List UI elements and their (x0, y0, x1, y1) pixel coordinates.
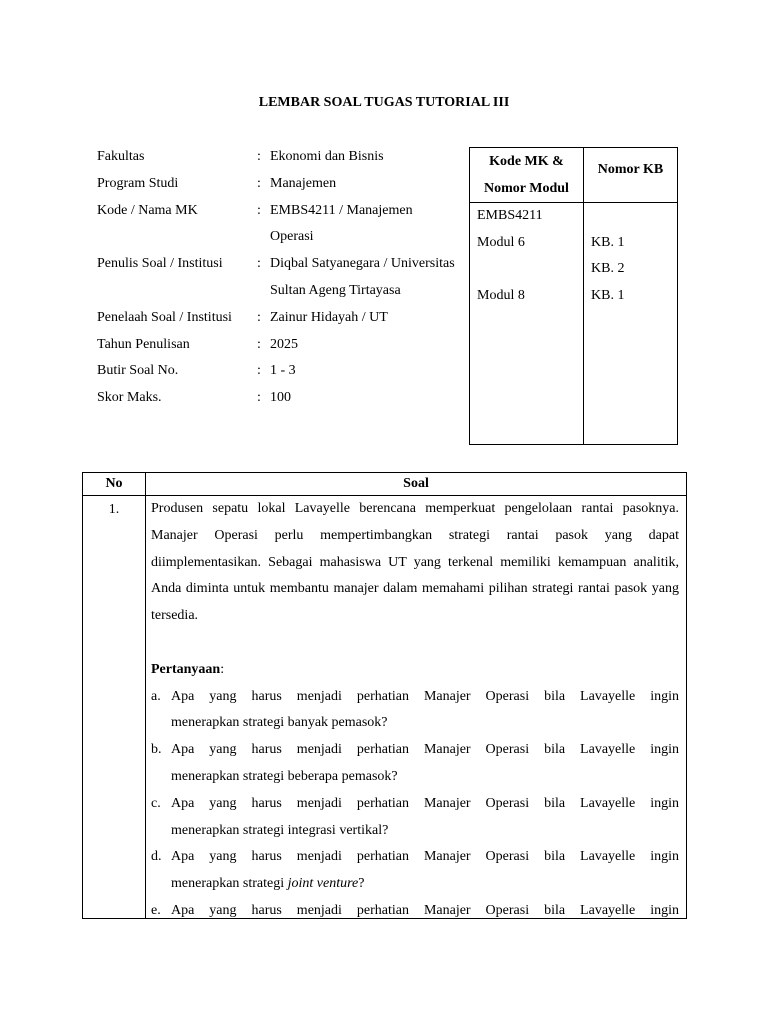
info-label: Fakultas (97, 149, 145, 164)
info-row-butir-soal (97, 358, 457, 385)
question-intro: Produsen sepatu lokal Lavayelle berencana memperkuat pengelolaan rantai pasoknya. Manajer Operasi perlu mempertimbangkan strategi rantai pasok yang dapat diimplementasikan. Sebagai mahasiswa UT yang terkenal memiliki kemampuan analitik, Anda diminta untuk membantu manajer dalam memahami pilihan strategi rantai pasok yang tersedia. (151, 501, 679, 624)
info-label: Skor Maks. (97, 390, 162, 406)
item-text: Apa yang harus menjadi perhatian Manajer Operasi bila Lavayelle ingin (171, 742, 679, 758)
info-value: Manajemen (270, 175, 337, 191)
course-info (97, 144, 457, 412)
info-colon: : (257, 202, 261, 218)
info-colon: : (257, 336, 261, 352)
header-nomor-kb: Nomor KB (597, 162, 664, 177)
info-colon: : (257, 363, 261, 379)
kb-cell: KB. 1 (591, 288, 625, 303)
info-row-fakultas (97, 144, 457, 171)
item-letter: e. (151, 902, 161, 918)
header-kode-line: Nomor Modul (484, 180, 569, 196)
modul-cell: Modul 8 (477, 288, 525, 303)
item-text: Apa yang harus menjadi perhatian Manajer Operasi bila Lavayelle ingin (171, 849, 679, 865)
header-kode-mk (470, 149, 583, 202)
table-divider (145, 473, 146, 918)
info-row-penulis (97, 251, 457, 305)
document-title: LEMBAR SOAL TUGAS TUTORIAL III (258, 95, 510, 110)
info-value: EMBS4211 / Manajemen Operasi (270, 202, 413, 245)
info-row-kode-mk (97, 198, 457, 252)
question-item (151, 844, 679, 898)
item-text: Apa yang harus menjadi perhatian Manajer Operasi bila Lavayelle ingin (171, 902, 679, 918)
info-label: Kode / Nama MK (97, 202, 198, 218)
item-letter: c. (151, 795, 161, 811)
pertanyaan-colon: : (220, 661, 225, 677)
header-soal: Soal (403, 476, 429, 491)
italic-term: joint venture (287, 876, 359, 892)
info-label: Penelaah Soal / Institusi (97, 309, 232, 325)
item-text: menerapkan strategi integrasi vertikal? (171, 822, 389, 838)
info-label: Program Studi (97, 175, 179, 191)
question-content (151, 496, 679, 919)
item-letter: a. (151, 688, 161, 704)
info-colon: : (257, 149, 261, 164)
info-value: 100 (270, 390, 291, 406)
table-divider (583, 148, 584, 444)
question-item (151, 898, 679, 919)
kb-cell: KB. 1 (591, 235, 625, 250)
info-colon: : (257, 175, 261, 191)
question-item (151, 684, 679, 738)
info-value: 2025 (270, 336, 298, 352)
info-row-skor (97, 385, 457, 412)
info-row-penelaah (97, 305, 457, 332)
info-label: Butir Soal No. (97, 363, 179, 379)
question-item (151, 791, 679, 845)
item-text: Apa yang harus menjadi perhatian Manajer Operasi bila Lavayelle ingin (171, 795, 679, 811)
item-text: menerapkan strategi joint venture? (171, 876, 365, 892)
info-value: Ekonomi dan Bisnis (270, 149, 384, 164)
item-letter: b. (151, 742, 162, 758)
item-text: menerapkan strategi beberapa pemasok? (171, 768, 398, 784)
module-table (469, 147, 678, 445)
question-number: 1. (108, 502, 120, 517)
question-table (82, 472, 687, 919)
info-colon: : (257, 309, 261, 325)
info-row-tahun (97, 332, 457, 359)
info-row-program-studi (97, 171, 457, 198)
info-label: Tahun Penulisan (97, 336, 190, 352)
info-colon: : (257, 390, 261, 406)
info-value: Diqbal Satyanegara / Universitas Sultan Ageng Tirtayasa (270, 256, 455, 298)
info-value: 1 - 3 (270, 363, 296, 379)
info-value: Zainur Hidayah / UT (270, 309, 388, 325)
question-item (151, 737, 679, 791)
header-no: No (105, 476, 123, 491)
item-text: menerapkan strategi banyak pemasok? (171, 715, 388, 731)
kb-cell: KB. 2 (591, 261, 625, 276)
item-letter: d. (151, 849, 162, 865)
pertanyaan-heading (151, 657, 679, 684)
header-kode-line: Kode MK & (489, 154, 564, 169)
info-label: Penulis Soal / Institusi (97, 256, 223, 272)
pertanyaan-label: Pertanyaan (151, 661, 221, 677)
course-code: EMBS4211 (477, 208, 543, 223)
info-colon: : (257, 256, 261, 272)
item-text: Apa yang harus menjadi perhatian Manajer Operasi bila Lavayelle ingin (171, 688, 679, 704)
modul-cell: Modul 6 (477, 235, 525, 250)
